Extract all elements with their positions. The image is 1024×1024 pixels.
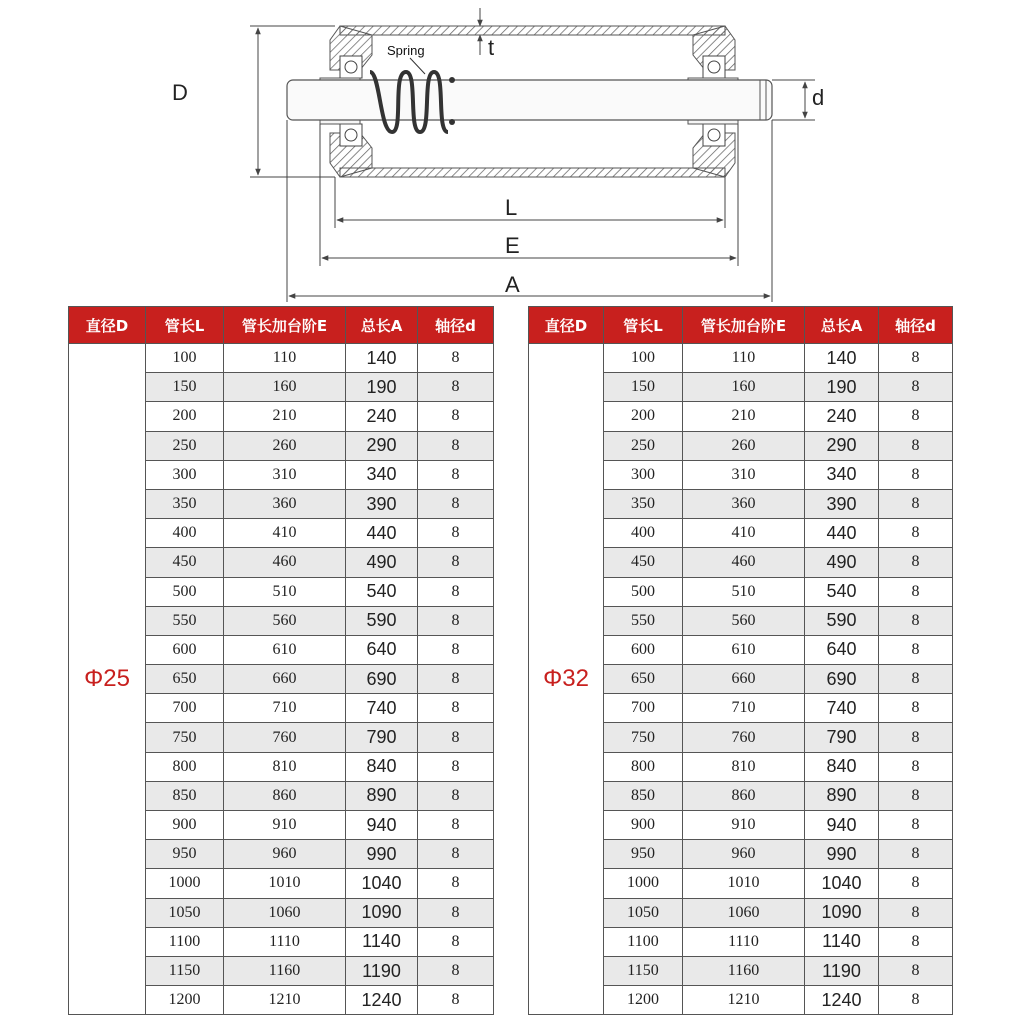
cell-total-length-A: 240 [805,402,879,431]
cell-tube-with-step-E: 1010 [683,869,805,898]
cell-total-length-A: 890 [805,781,879,810]
cell-shaft-diameter-d: 8 [879,577,953,606]
cell-tube-with-step-E: 510 [683,577,805,606]
cell-tube-with-step-E: 660 [224,665,346,694]
cell-tube-length-L: 1000 [604,869,683,898]
cell-shaft-diameter-d: 8 [879,489,953,518]
cell-total-length-A: 690 [346,665,418,694]
table-row [69,344,494,373]
shaft [287,80,772,120]
cell-tube-with-step-E: 1160 [683,956,805,985]
diameter-cell: Φ25 [69,344,146,1015]
cell-tube-length-L: 300 [604,460,683,489]
cell-shaft-diameter-d: 8 [879,723,953,752]
cell-tube-length-L: 1150 [146,956,224,985]
cell-tube-length-L: 1200 [604,986,683,1015]
table-body [69,344,494,1015]
cell-tube-with-step-E: 960 [224,840,346,869]
cell-tube-with-step-E: 260 [224,431,346,460]
cell-tube-length-L: 150 [604,373,683,402]
cell-tube-with-step-E: 110 [683,344,805,373]
cell-shaft-diameter-d: 8 [418,344,494,373]
cell-tube-length-L: 250 [146,431,224,460]
header-total-length-A: 总长A [805,307,879,344]
cell-tube-length-L: 400 [146,519,224,548]
cell-tube-length-L: 1050 [604,898,683,927]
cell-tube-with-step-E: 210 [683,402,805,431]
cell-total-length-A: 540 [805,577,879,606]
dimension-D-label: D [172,80,188,105]
cell-tube-length-L: 700 [146,694,224,723]
cell-tube-with-step-E: 360 [683,489,805,518]
cell-total-length-A: 340 [346,460,418,489]
cell-shaft-diameter-d: 8 [418,752,494,781]
cell-total-length-A: 290 [805,431,879,460]
cell-tube-with-step-E: 810 [224,752,346,781]
cell-shaft-diameter-d: 8 [879,986,953,1015]
cell-tube-length-L: 350 [604,489,683,518]
table-body [529,344,953,1015]
cell-total-length-A: 790 [346,723,418,752]
cell-total-length-A: 840 [805,752,879,781]
cell-shaft-diameter-d: 8 [418,548,494,577]
cell-shaft-diameter-d: 8 [418,665,494,694]
header-tube-length-L: 管长L [604,307,683,344]
cell-tube-with-step-E: 160 [683,373,805,402]
cell-tube-length-L: 600 [604,635,683,664]
cell-total-length-A: 340 [805,460,879,489]
cell-tube-with-step-E: 610 [683,635,805,664]
dimension-d-label: d [812,85,825,110]
cell-tube-with-step-E: 210 [224,402,346,431]
header-shaft-diameter-d: 轴径d [418,307,494,344]
cell-tube-length-L: 250 [604,431,683,460]
cell-tube-with-step-E: 1160 [224,956,346,985]
cell-tube-with-step-E: 510 [224,577,346,606]
cell-shaft-diameter-d: 8 [418,606,494,635]
cell-total-length-A: 490 [346,548,418,577]
diameter-cell: Φ32 [529,344,604,1015]
cell-shaft-diameter-d: 8 [879,344,953,373]
dimension-A-label: A [505,272,520,297]
cell-tube-with-step-E: 1010 [224,869,346,898]
cell-total-length-A: 390 [805,489,879,518]
cell-tube-length-L: 800 [604,752,683,781]
cell-shaft-diameter-d: 8 [418,460,494,489]
roller-diagram [0,0,1024,305]
cell-tube-with-step-E: 310 [683,460,805,489]
cell-tube-with-step-E: 610 [224,635,346,664]
cell-tube-with-step-E: 910 [224,811,346,840]
cell-shaft-diameter-d: 8 [418,811,494,840]
cell-shaft-diameter-d: 8 [879,665,953,694]
cell-tube-length-L: 200 [146,402,224,431]
cell-tube-length-L: 550 [604,606,683,635]
header-total-length-A: 总长A [346,307,418,344]
cell-shaft-diameter-d: 8 [879,402,953,431]
cell-total-length-A: 440 [805,519,879,548]
header-shaft-diameter-d: 轴径d [879,307,953,344]
cell-shaft-diameter-d: 8 [418,694,494,723]
cell-tube-length-L: 200 [604,402,683,431]
cell-tube-length-L: 1000 [146,869,224,898]
cell-tube-length-L: 950 [146,840,224,869]
cell-tube-length-L: 450 [604,548,683,577]
spec-table-d32 [528,306,953,1015]
dimension-E [320,124,738,266]
cell-total-length-A: 140 [805,344,879,373]
cell-tube-with-step-E: 810 [683,752,805,781]
cell-shaft-diameter-d: 8 [418,956,494,985]
cell-tube-with-step-E: 760 [224,723,346,752]
cell-tube-length-L: 850 [604,781,683,810]
cell-tube-with-step-E: 1060 [683,898,805,927]
cell-total-length-A: 1140 [346,927,418,956]
cell-tube-length-L: 500 [604,577,683,606]
table-row [529,344,953,373]
cell-total-length-A: 1190 [805,956,879,985]
dimension-t-label: t [488,35,495,60]
cell-tube-with-step-E: 410 [224,519,346,548]
dimension-L-label: L [505,195,518,220]
cell-tube-with-step-E: 310 [224,460,346,489]
cell-shaft-diameter-d: 8 [879,519,953,548]
cell-tube-length-L: 750 [604,723,683,752]
cell-shaft-diameter-d: 8 [418,431,494,460]
cell-tube-with-step-E: 710 [683,694,805,723]
cell-total-length-A: 990 [805,840,879,869]
header-tube-length-L: 管长L [146,307,224,344]
cell-shaft-diameter-d: 8 [879,548,953,577]
cell-tube-with-step-E: 410 [683,519,805,548]
cell-total-length-A: 1190 [346,956,418,985]
cell-total-length-A: 590 [805,606,879,635]
cell-total-length-A: 1040 [805,869,879,898]
cell-shaft-diameter-d: 8 [418,519,494,548]
cell-tube-with-step-E: 960 [683,840,805,869]
cell-total-length-A: 440 [346,519,418,548]
cell-total-length-A: 140 [346,344,418,373]
cell-tube-with-step-E: 1210 [683,986,805,1015]
cell-total-length-A: 390 [346,489,418,518]
cell-tube-length-L: 600 [146,635,224,664]
cell-total-length-A: 890 [346,781,418,810]
spring-leader [410,58,425,74]
cell-tube-length-L: 450 [146,548,224,577]
cell-shaft-diameter-d: 8 [879,811,953,840]
cell-tube-length-L: 1200 [146,986,224,1015]
cell-tube-length-L: 900 [146,811,224,840]
cell-shaft-diameter-d: 8 [418,635,494,664]
cell-shaft-diameter-d: 8 [879,694,953,723]
dimension-E-label: E [505,233,520,258]
table-header-row [529,307,953,344]
cell-total-length-A: 1040 [346,869,418,898]
cell-shaft-diameter-d: 8 [418,402,494,431]
table-header-row [69,307,494,344]
cell-tube-length-L: 700 [604,694,683,723]
cell-shaft-diameter-d: 8 [418,840,494,869]
cell-shaft-diameter-d: 8 [879,956,953,985]
cell-tube-length-L: 100 [146,344,224,373]
cell-tube-length-L: 650 [604,665,683,694]
cell-shaft-diameter-d: 8 [418,373,494,402]
cell-tube-with-step-E: 710 [224,694,346,723]
cell-total-length-A: 940 [346,811,418,840]
cell-shaft-diameter-d: 8 [879,781,953,810]
cell-shaft-diameter-d: 8 [879,460,953,489]
cell-shaft-diameter-d: 8 [879,373,953,402]
cell-total-length-A: 640 [346,635,418,664]
cell-tube-with-step-E: 860 [683,781,805,810]
header-tube-with-step-E: 管长加台阶E [224,307,346,344]
cell-tube-length-L: 650 [146,665,224,694]
header-tube-with-step-E: 管长加台阶E [683,307,805,344]
cell-tube-with-step-E: 1110 [224,927,346,956]
cell-tube-with-step-E: 260 [683,431,805,460]
cell-tube-with-step-E: 760 [683,723,805,752]
cell-shaft-diameter-d: 8 [418,986,494,1015]
cell-total-length-A: 990 [346,840,418,869]
cell-shaft-diameter-d: 8 [418,781,494,810]
cell-shaft-diameter-d: 8 [879,431,953,460]
cell-tube-with-step-E: 1210 [224,986,346,1015]
cell-tube-length-L: 300 [146,460,224,489]
cell-tube-with-step-E: 560 [224,606,346,635]
cell-tube-with-step-E: 860 [224,781,346,810]
cell-tube-with-step-E: 460 [683,548,805,577]
cell-total-length-A: 640 [805,635,879,664]
cell-tube-length-L: 100 [604,344,683,373]
dimension-d [772,80,815,120]
cell-total-length-A: 1090 [346,898,418,927]
cell-total-length-A: 190 [805,373,879,402]
dimension-L [335,177,725,228]
cell-tube-length-L: 550 [146,606,224,635]
cell-tube-with-step-E: 1060 [224,898,346,927]
cell-tube-with-step-E: 660 [683,665,805,694]
cell-total-length-A: 740 [805,694,879,723]
cell-total-length-A: 940 [805,811,879,840]
cell-total-length-A: 690 [805,665,879,694]
cell-total-length-A: 740 [346,694,418,723]
spec-table-d25 [68,306,494,1015]
cell-shaft-diameter-d: 8 [418,927,494,956]
cell-total-length-A: 840 [346,752,418,781]
cell-total-length-A: 790 [805,723,879,752]
cell-shaft-diameter-d: 8 [879,840,953,869]
cell-total-length-A: 1240 [346,986,418,1015]
cell-tube-with-step-E: 360 [224,489,346,518]
cell-shaft-diameter-d: 8 [418,723,494,752]
cell-tube-with-step-E: 110 [224,344,346,373]
cell-shaft-diameter-d: 8 [418,869,494,898]
cell-total-length-A: 290 [346,431,418,460]
cell-tube-length-L: 800 [146,752,224,781]
cell-tube-length-L: 950 [604,840,683,869]
cell-tube-with-step-E: 910 [683,811,805,840]
cell-total-length-A: 240 [346,402,418,431]
header-diameter-D: 直径D [69,307,146,344]
cell-tube-with-step-E: 160 [224,373,346,402]
cell-tube-with-step-E: 460 [224,548,346,577]
cell-tube-length-L: 150 [146,373,224,402]
cell-shaft-diameter-d: 8 [879,752,953,781]
cell-total-length-A: 190 [346,373,418,402]
cell-tube-length-L: 350 [146,489,224,518]
cell-tube-length-L: 1100 [146,927,224,956]
cell-tube-length-L: 850 [146,781,224,810]
cell-tube-length-L: 500 [146,577,224,606]
cell-shaft-diameter-d: 8 [879,869,953,898]
cell-shaft-diameter-d: 8 [418,577,494,606]
cell-shaft-diameter-d: 8 [879,635,953,664]
cell-total-length-A: 590 [346,606,418,635]
cell-total-length-A: 1240 [805,986,879,1015]
cell-shaft-diameter-d: 8 [879,927,953,956]
header-diameter-D: 直径D [529,307,604,344]
cell-total-length-A: 1140 [805,927,879,956]
cell-total-length-A: 1090 [805,898,879,927]
cell-shaft-diameter-d: 8 [879,606,953,635]
cell-tube-length-L: 1100 [604,927,683,956]
cell-total-length-A: 540 [346,577,418,606]
cell-shaft-diameter-d: 8 [879,898,953,927]
cell-tube-length-L: 1150 [604,956,683,985]
cell-shaft-diameter-d: 8 [418,898,494,927]
cell-tube-with-step-E: 560 [683,606,805,635]
cell-tube-length-L: 400 [604,519,683,548]
spring-label: Spring [387,43,425,58]
cell-tube-length-L: 900 [604,811,683,840]
cell-tube-with-step-E: 1110 [683,927,805,956]
cell-total-length-A: 490 [805,548,879,577]
cell-tube-length-L: 750 [146,723,224,752]
cell-tube-length-L: 1050 [146,898,224,927]
cell-shaft-diameter-d: 8 [418,489,494,518]
